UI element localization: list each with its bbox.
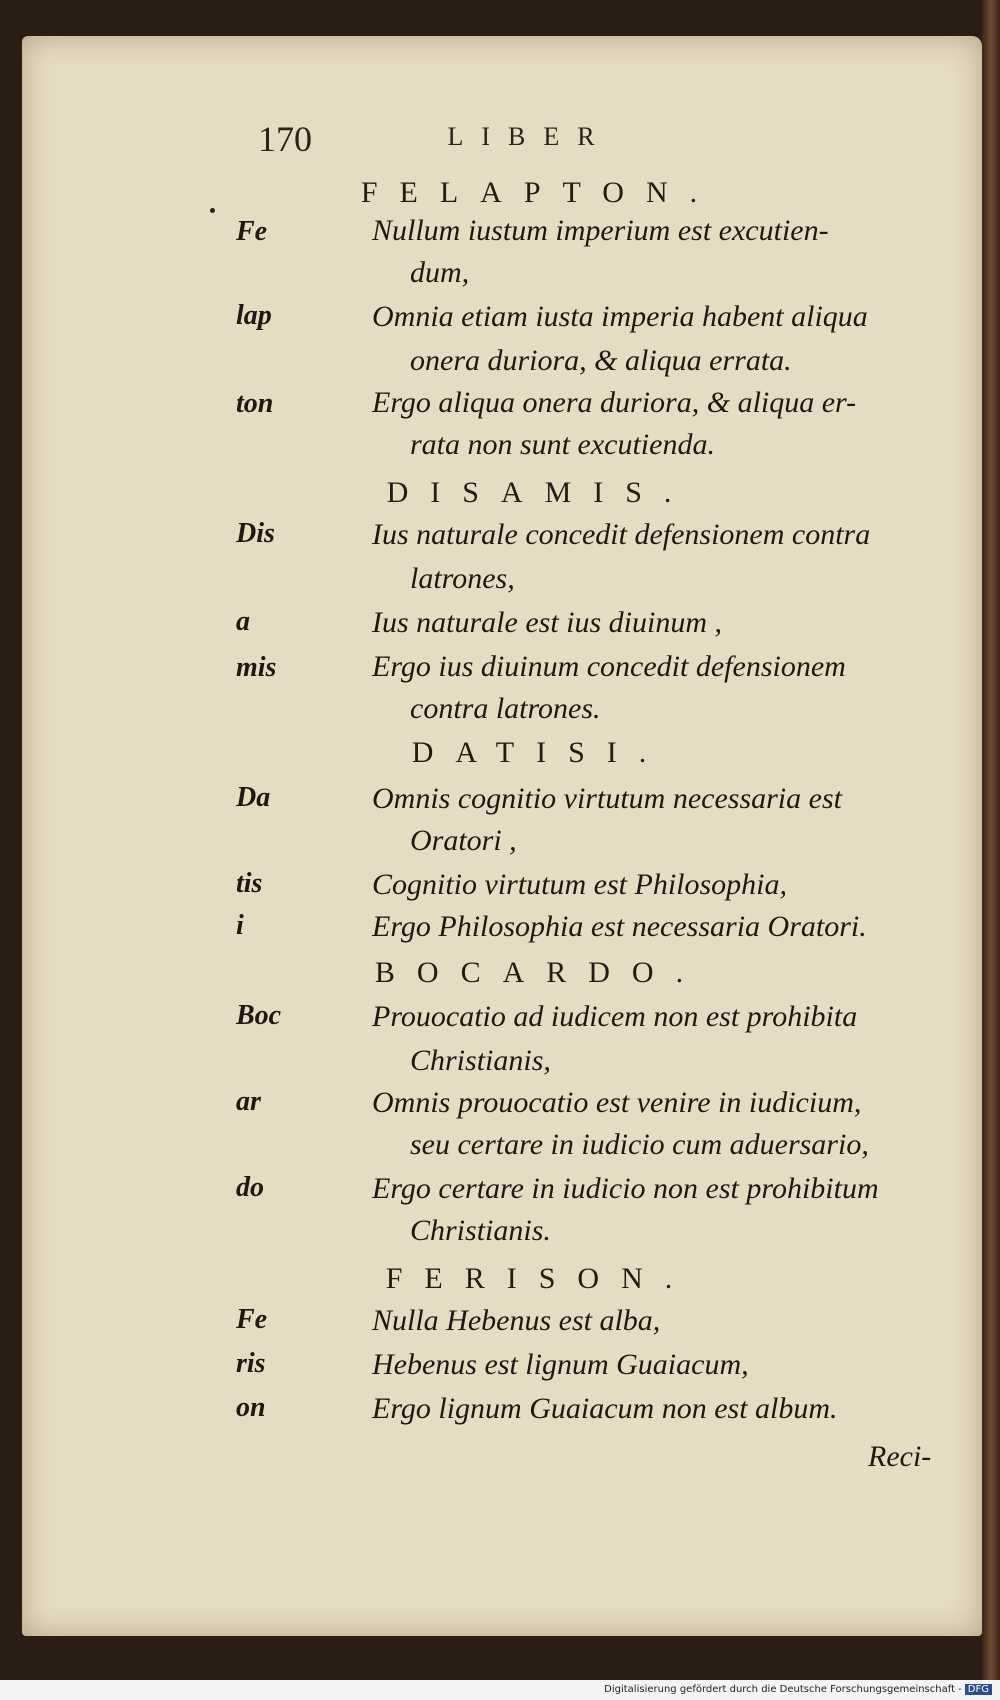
margin-note: lap <box>236 300 272 331</box>
text-line: Christianis, <box>410 1044 551 1077</box>
margin-note: a <box>236 606 250 637</box>
text-line: seu certare in iudicio cum aduersario, <box>410 1128 869 1161</box>
text-line: Omnis prouocatio est venire in iudicium, <box>372 1086 862 1119</box>
text-line: Ius naturale est ius diuinum , <box>372 606 722 639</box>
margin-note: Fe <box>236 216 268 247</box>
section-heading: FERISON. <box>385 1262 695 1295</box>
digitization-credit <box>604 1684 992 1695</box>
margin-note: do <box>236 1172 264 1203</box>
text-line: onera duriora, & aliqua errata. <box>410 344 792 377</box>
text-line: Cognitio virtutum est Philosophia, <box>372 868 788 901</box>
margin-note: mis <box>236 652 277 683</box>
margin-note: i <box>236 910 244 941</box>
text-line: contra latrones. <box>410 692 601 725</box>
credit-text: Digitalisierung gefördert durch die Deutsche Forschungsgemeinschaft - <box>604 1684 962 1695</box>
text-line: latrones, <box>410 562 515 595</box>
margin-note: on <box>236 1392 266 1423</box>
margin-note: Da <box>236 782 271 813</box>
margin-note: ar <box>236 1086 261 1117</box>
text-line: rata non sunt excutienda. <box>410 428 715 461</box>
text-line: Ergo ius diuinum concedit defensionem <box>372 650 846 683</box>
margin-note: Dis <box>236 518 275 549</box>
section-heading: DATISI. <box>411 736 669 769</box>
section-heading: FELAPTON. <box>360 176 720 209</box>
text-line: Ergo lignum Guaiacum non est album. <box>372 1392 838 1425</box>
margin-note: Boc <box>236 1000 282 1031</box>
running-head: LIBER <box>447 122 613 151</box>
text-line: dum, <box>410 256 470 289</box>
section-heading: DISAMIS. <box>386 476 694 509</box>
dfg-logo: DFG <box>965 1684 992 1695</box>
text-line: Omnia etiam iusta imperia habent aliqua <box>372 300 868 333</box>
text-line: Nulla Hebenus est alba, <box>372 1304 661 1337</box>
text-line: Oratori , <box>410 824 517 857</box>
margin-note: Fe <box>236 1304 268 1335</box>
text-line: Nullum iustum imperium est excutien- <box>372 214 829 247</box>
text-line: Ergo certare in iudicio non est prohibitum <box>372 1172 879 1205</box>
catchword: Reci- <box>868 1440 932 1473</box>
margin-note: ton <box>236 388 274 419</box>
page-number: 170 <box>258 119 312 159</box>
text-line: Ius naturale concedit defensionem contra <box>372 518 871 551</box>
text-line: Ergo aliqua onera duriora, & aliqua er- <box>372 386 857 419</box>
text-line: Omnis cognitio virtutum necessaria est <box>372 782 842 815</box>
text-line: Christianis. <box>410 1214 551 1247</box>
text-line: Hebenus est lignum Guaiacum, <box>372 1348 749 1381</box>
section-heading: BOCARDO. <box>374 956 706 989</box>
margin-note: ris <box>236 1348 266 1379</box>
text-line: Prouocatio ad iudicem non est prohibita <box>372 1000 858 1033</box>
margin-note: tis <box>236 868 263 899</box>
text-line: Ergo Philosophia est necessaria Oratori. <box>372 910 867 943</box>
